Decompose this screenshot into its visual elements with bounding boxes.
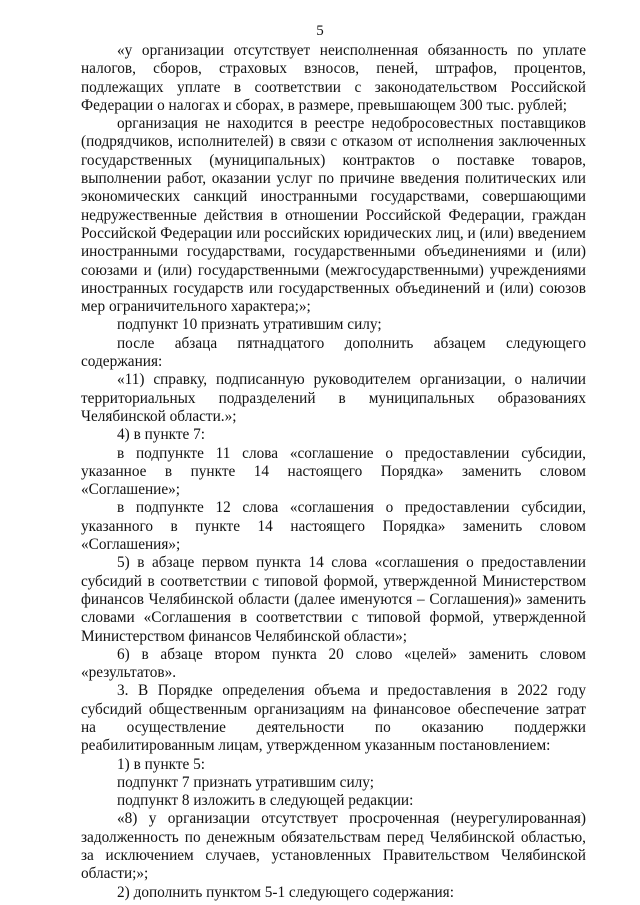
paragraph-subpoint-10-void: подпункт 10 признать утратившим силу; [117,316,382,334]
paragraph-subpoint-8-new-wording: подпункт 8 изложить в следующей редакции: [117,792,414,810]
paragraph-subpoint-7-void: подпункт 7 признать утратившим силу; [117,773,374,791]
document-body [81,42,586,902]
paragraph-section-3-procedure: 3. В Порядке определения объема и предоставления в 2022 году субсидий общественным организациям на финансовое обеспечение затрат на осуществление деятельности по оказанию поддержки реабилитированным лицам, утвержденном указанным постановлением: [81,682,586,755]
paragraph-point-5: 1) в пункте 5: [117,755,206,773]
page-number: 5 [316,23,324,39]
paragraph-point-20-replace: 6) в абзаце втором пункта 20 слово «целей» заменить словом «результатов». [81,645,586,682]
paragraph-point-14-replace: 5) в абзаце первом пункта 14 слова «соглашения о предоставлении субсидий в соответствии с типовой формой, утвержденной Министерством финансов Челябинской области (далее именуются – Соглашения)» заменить словами «Соглашения в соответствии с типовой формой, утвержденной Министерством финансов Челябинской области»; [81,554,586,645]
paragraph-subpoint-11-replace: в подпункте 11 слова «соглашение о предоставлении субсидии, указанное в пункте 14 настоящего Порядка» заменить словом «Соглашение»; [81,444,586,499]
paragraph-unfair-suppliers-registry: организация не находится в реестре недобросовестных поставщиков (подрядчиков, исполнителей) в связи с отказом от исполнения заключенных государственных (муниципальных) контрактов о поставке товаров, выполнении работ, оказании услуг по причине введения политических или экономических санкций иностранными государствами, совершающими недружественные действия в отношении Российской Федерации, граждан Российской Федерации или российских юридических лиц, и (или) введением иностранными государствами, государственными объединениями и (или) союзами и (или) государственными (межгосударственными) учреждениями иностранных государств или государственных объединений и (или) союзов мер ограничительного характера;»; [81,115,586,316]
paragraph-point-7: 4) в пункте 7: [117,426,206,444]
paragraph-add-point-5-1: 2) дополнить пунктом 5-1 следующего содержания: [117,883,454,901]
paragraph-tax-obligation: «у организации отсутствует неисполненная обязанность по уплате налогов, сборов, страховых взносов, пеней, штрафов, процентов, подлежащих уплате в соответствии с законодательством Российской Федерации о налогах и сборах, в размере, превышающем 300 тыс. рублей; [81,42,586,114]
paragraph-subpoint-8-text: «8) у организации отсутствует просроченная (неурегулированная) задолженность по денежным обязательствам перед Челябинской областью, за исключением случаев, установленных Правительством Челябинской области;»; [81,810,586,883]
paragraph-add-after-fifteenth: после абзаца пятнадцатого дополнить абзацем следующего содержания: [81,334,586,371]
paragraph-subpoint-11-certificate: «11) справку, подписанную руководителем организации, о наличии территориальных подразделений в муниципальных образованиях Челябинской области.»; [81,371,586,425]
paragraph-subpoint-12-replace: в подпункте 12 слова «соглашения о предоставлении субсидии, указанного в пункте 14 настоящего Порядка» заменить словом «Соглашения»; [81,499,586,554]
